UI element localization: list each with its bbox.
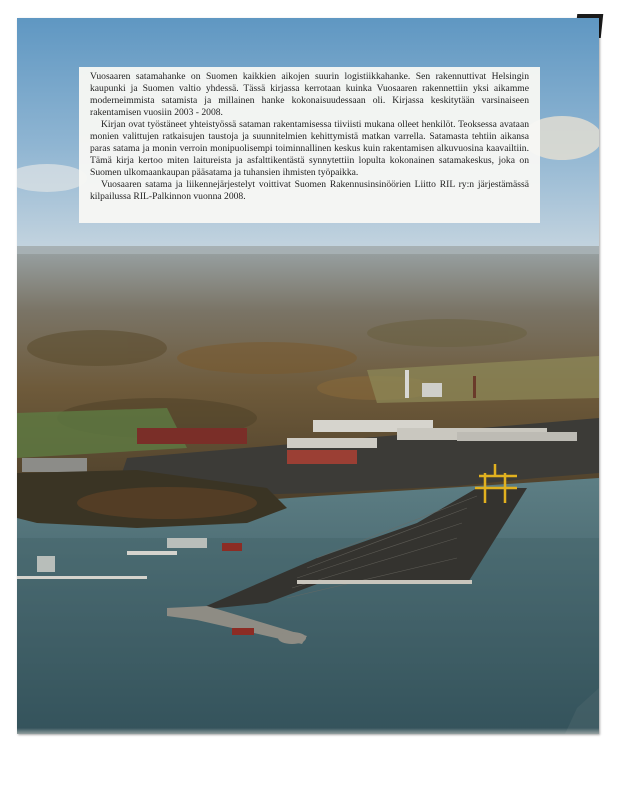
- chimney: [405, 370, 409, 398]
- book-back-cover: [17, 18, 599, 734]
- ship: [222, 543, 242, 551]
- power-plant: [422, 383, 442, 397]
- blurb-paragraph: Vuosaaren satama ja liikennejärjestelyt voittivat Suomen Rakennusinsinöörien Liitto RIL ry:n järjestämässä kilpailussa RIL-Palkinnon vuonna 2008.: [90, 179, 529, 203]
- chimney: [473, 376, 476, 398]
- cover-edge-wear: [17, 728, 599, 734]
- blurb-paragraph: Kirjan ovat työstäneet yhteistyössä sataman rakentamisessa tiiviisti mukana olleet henkilöt. Teoksessa avataan monien valittujen ratkaisujen taustoja ja suunnitelmien kehittymistä matkan varrella. Satamasta tehtiin aikansa paras satama ja monin verroin monipuolisempi toiminnallinen keskus kuin rakentamisen alkuvuosina kaavailtiin. Tämä kirja kertoo miten laitureista ja asfalttikentästä synnytettiin lopulta kokonainen satamakeskus, joka on Suomen ulkomaankaupan pääsatama ja tuhansien ihmisten työpaikka.: [90, 119, 529, 179]
- back-cover-blurb: [79, 67, 540, 223]
- blurb-paragraph: Vuosaaren satamahanke on Suomen kaikkien aikojen suurin logistiikkahanke. Sen rakennuttivat Helsingin kaupunki ja Suomen valtio yhdessä. Tässä kirjassa kerrotaan kuinka Vuosaaren rakennettiin yksi aikamme moderneimmista satamista ja millainen hanke kokonaisuudessaan oli. Kirjassa keskitytään varsinaiseen rakentamisen vuosiin 2003 - 2008.: [90, 71, 529, 119]
- quay-edge: [297, 580, 472, 584]
- ship: [232, 628, 254, 635]
